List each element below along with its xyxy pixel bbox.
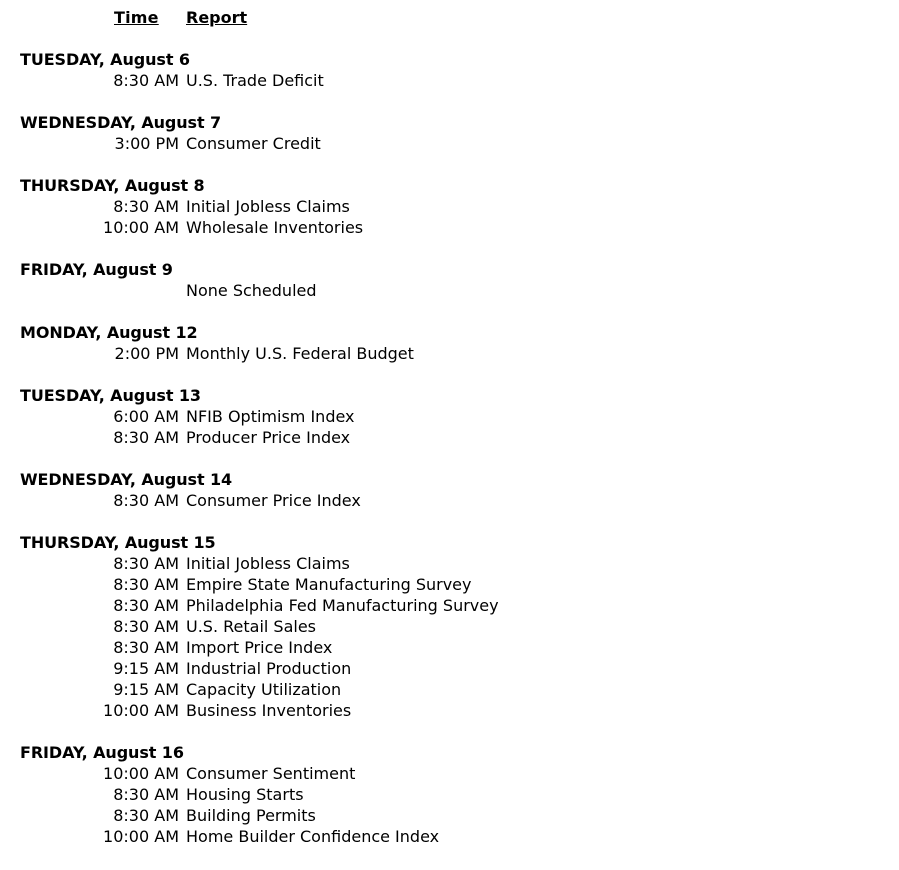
event-report: Industrial Production — [186, 659, 352, 678]
event-row — [0, 679, 899, 700]
day-heading: WEDNESDAY, August 7 — [20, 113, 222, 132]
event-row — [0, 595, 899, 616]
event-report: Import Price Index — [186, 638, 333, 657]
event-time: 10:00 AM — [103, 764, 179, 783]
event-report: Producer Price Index — [186, 428, 351, 447]
day-spacer — [0, 91, 899, 112]
event-time: 8:30 AM — [113, 71, 179, 90]
event-time: 8:30 AM — [113, 596, 179, 615]
event-row — [0, 196, 899, 217]
day-heading-row — [0, 259, 899, 280]
event-report: Initial Jobless Claims — [186, 197, 350, 216]
event-row — [0, 406, 899, 427]
event-report: Initial Jobless Claims — [186, 554, 350, 573]
event-report: Consumer Price Index — [186, 491, 361, 510]
day-heading: WEDNESDAY, August 14 — [20, 470, 233, 489]
event-report: None Scheduled — [186, 281, 317, 300]
column-header-row — [0, 7, 899, 28]
day-spacer — [0, 154, 899, 175]
event-row — [0, 700, 899, 721]
event-report: Monthly U.S. Federal Budget — [186, 344, 414, 363]
event-report: Capacity Utilization — [186, 680, 342, 699]
day-heading: FRIDAY, August 9 — [20, 260, 173, 279]
event-time: 10:00 AM — [103, 827, 179, 846]
day-block — [0, 469, 899, 532]
day-block — [0, 385, 899, 469]
event-row — [0, 784, 899, 805]
day-heading: THURSDAY, August 15 — [20, 533, 216, 552]
event-time: 10:00 AM — [103, 701, 179, 720]
event-row — [0, 490, 899, 511]
day-heading-row — [0, 112, 899, 133]
event-time: 8:30 AM — [113, 491, 179, 510]
day-spacer — [0, 301, 899, 322]
day-spacer — [0, 238, 899, 259]
event-time: 8:30 AM — [113, 197, 179, 216]
event-row — [0, 826, 899, 847]
event-time: 9:15 AM — [113, 659, 179, 678]
time-column-header: Time — [114, 8, 159, 27]
event-time: 8:30 AM — [113, 428, 179, 447]
day-block — [0, 532, 899, 742]
header-spacer — [0, 28, 899, 49]
day-heading-row — [0, 175, 899, 196]
event-time: 8:30 AM — [113, 638, 179, 657]
event-time: 10:00 AM — [103, 218, 179, 237]
event-report: Business Inventories — [186, 701, 352, 720]
event-report: NFIB Optimism Index — [186, 407, 355, 426]
event-report: Home Builder Confidence Index — [186, 827, 440, 846]
event-time: 8:30 AM — [113, 575, 179, 594]
day-heading: TUESDAY, August 13 — [20, 386, 201, 405]
day-heading: THURSDAY, August 8 — [20, 176, 205, 195]
event-report: Consumer Sentiment — [186, 764, 356, 783]
day-heading-row — [0, 469, 899, 490]
event-report: U.S. Trade Deficit — [186, 71, 324, 90]
day-spacer — [0, 364, 899, 385]
event-row — [0, 343, 899, 364]
day-spacer — [0, 448, 899, 469]
event-report: Housing Starts — [186, 785, 304, 804]
day-block — [0, 742, 899, 847]
event-report: Empire State Manufacturing Survey — [186, 575, 472, 594]
event-row — [0, 616, 899, 637]
day-block — [0, 322, 899, 385]
schedule-list — [0, 49, 899, 847]
event-row — [0, 763, 899, 784]
event-time: 8:30 AM — [113, 554, 179, 573]
event-report: Wholesale Inventories — [186, 218, 364, 237]
economic-calendar — [0, 7, 899, 847]
day-heading: FRIDAY, August 16 — [20, 743, 184, 762]
event-time: 8:30 AM — [113, 806, 179, 825]
day-heading: TUESDAY, August 6 — [20, 50, 190, 69]
event-row — [0, 658, 899, 679]
day-block — [0, 112, 899, 175]
event-row — [0, 574, 899, 595]
day-heading-row — [0, 385, 899, 406]
day-block — [0, 175, 899, 259]
event-row — [0, 70, 899, 91]
event-row — [0, 133, 899, 154]
day-heading-row — [0, 532, 899, 553]
day-heading-row — [0, 742, 899, 763]
event-row — [0, 280, 899, 301]
day-spacer — [0, 721, 899, 742]
event-time: 9:15 AM — [113, 680, 179, 699]
event-report: Consumer Credit — [186, 134, 321, 153]
day-block — [0, 49, 899, 112]
day-spacer — [0, 511, 899, 532]
day-block — [0, 259, 899, 322]
event-report: U.S. Retail Sales — [186, 617, 317, 636]
report-column-header: Report — [186, 8, 248, 27]
day-heading-row — [0, 49, 899, 70]
day-heading: MONDAY, August 12 — [20, 323, 198, 342]
event-time: 6:00 AM — [113, 407, 179, 426]
event-report: Philadelphia Fed Manufacturing Survey — [186, 596, 499, 615]
event-time: 8:30 AM — [113, 617, 179, 636]
event-row — [0, 553, 899, 574]
event-report: Building Permits — [186, 806, 316, 825]
event-time: 2:00 PM — [114, 344, 179, 363]
event-time: 8:30 AM — [113, 785, 179, 804]
event-row — [0, 637, 899, 658]
event-row — [0, 427, 899, 448]
event-row — [0, 217, 899, 238]
day-heading-row — [0, 322, 899, 343]
event-time: 3:00 PM — [114, 134, 179, 153]
event-row — [0, 805, 899, 826]
